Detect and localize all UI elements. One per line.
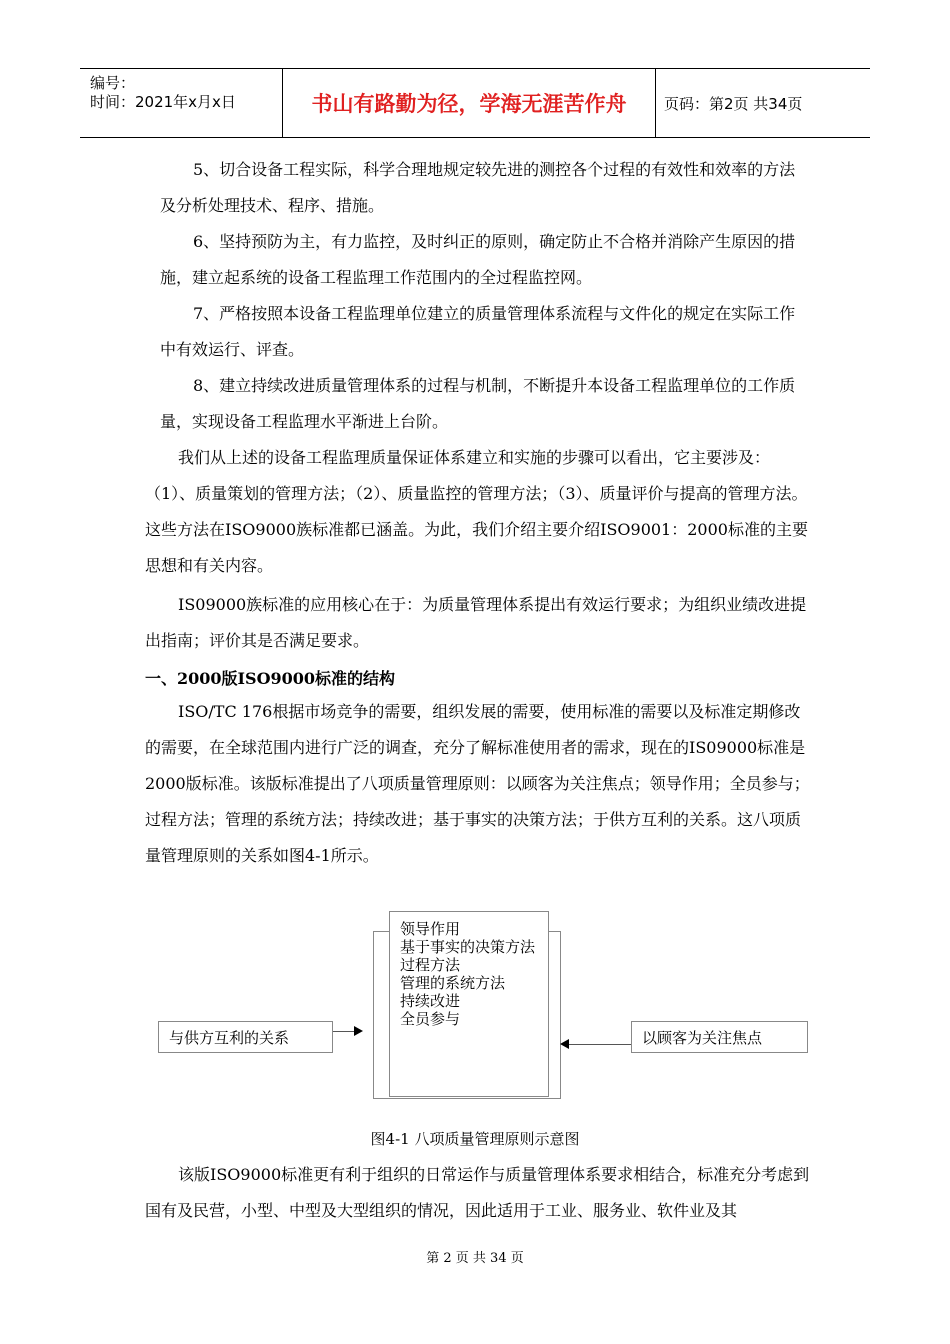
left-arrow-line: [333, 1031, 355, 1032]
center-item-system: 管理的系统方法: [400, 974, 506, 992]
header-info-cell: [80, 69, 282, 137]
center-box: [389, 911, 549, 1097]
center-item-improvement: 持续改进: [400, 992, 461, 1010]
item-5: 5、切合设备工程实际，科学合理地规定较先进的测控各个过程的有效性和效率的方法及分析处理技术、程序、措施。: [160, 160, 796, 215]
item-6: 6、坚持预防为主，有力监控，及时纠正的原则，确定防止不合格并消除产生原因的措施，建立起系统的设备工程监理工作范围内的全过程监控网。: [160, 232, 796, 287]
time-label: 时间：2021年x月x日: [90, 93, 236, 111]
supplier-box: 与供方互利的关系: [158, 1021, 333, 1053]
section-1-body: ISO/TC 176根据市场竞争的需要，组织发展的需要，使用标准的需要以及标准定期修改的需要，在全球范围内进行广泛的调查，充分了解标准使用者的需求，现在的IS09000标准是2000版标准。该版标准提出了八项质量管理原则：以顾客为关注焦点；领导作用；全员参与；过程方法；管理的系统方法；持续改进；基于事实的决策方法；于供方互利的关系。这八项质量管理原则的关系如图4-1所示。: [145, 702, 810, 865]
customer-box: 以顾客为关注焦点: [631, 1021, 808, 1053]
center-item-fact-based: 基于事实的决策方法: [400, 938, 536, 956]
after-figure-paragraph: 该版ISO9000标准更有利于组织的日常运作与质量管理体系要求相结合，标准充分考虑到国有及民营，小型、中型及大型组织的情况，因此适用于工业、服务业、软件业及其: [145, 1165, 810, 1220]
right-arrow-head: [560, 1039, 569, 1049]
figure-caption: 图4-1 八项质量管理原则示意图: [370, 1130, 580, 1148]
center-item-leadership: 领导作用: [400, 920, 461, 938]
summary-rest: （1）、质量策划的管理方法；（2）、质量监控的管理方法；（3）、质量评价与提高的管理方法。这些方法在ISO9000族标准都已涵盖。为此，我们介绍主要介绍ISO9001：2000标准的主要思想和有关内容。: [145, 484, 808, 575]
left-arrow-head: [354, 1026, 363, 1036]
page-header: [80, 68, 870, 138]
page-code-text: 页码：第2页 共34页: [664, 94, 803, 113]
number-label: 编号：: [90, 74, 136, 92]
item-7: 7、严格按照本设备工程监理单位建立的质量管理体系流程与文件化的规定在实际工作中有效运行、评查。: [160, 304, 796, 359]
page-footer: 第 2 页 共 34 页: [426, 1251, 524, 1266]
summary-paragraph: [145, 440, 810, 584]
right-arrow-line: [568, 1044, 631, 1045]
item-8: 8、建立持续改进质量管理体系的过程与机制，不断提升本设备工程监理单位的工作质量，实现设备工程监理水平渐进上台阶。: [160, 376, 796, 431]
summary-line-1: 我们从上述的设备工程监理质量保证体系建立和实施的步骤可以看出，它主要涉及：: [178, 448, 771, 467]
core-paragraph: IS09000族标准的应用核心在于：为质量管理体系提出有效运行要求；为组织业绩改进提出指南；评价其是否满足要求。: [145, 595, 807, 650]
center-item-process: 过程方法: [400, 956, 461, 974]
page-code: [664, 69, 870, 137]
section-1-title: 一、2000版ISO9000标准的结构: [145, 669, 396, 688]
center-item-involvement: 全员参与: [400, 1010, 461, 1028]
motto: 书山有路勤为径，学海无涯苦作舟: [282, 69, 656, 137]
